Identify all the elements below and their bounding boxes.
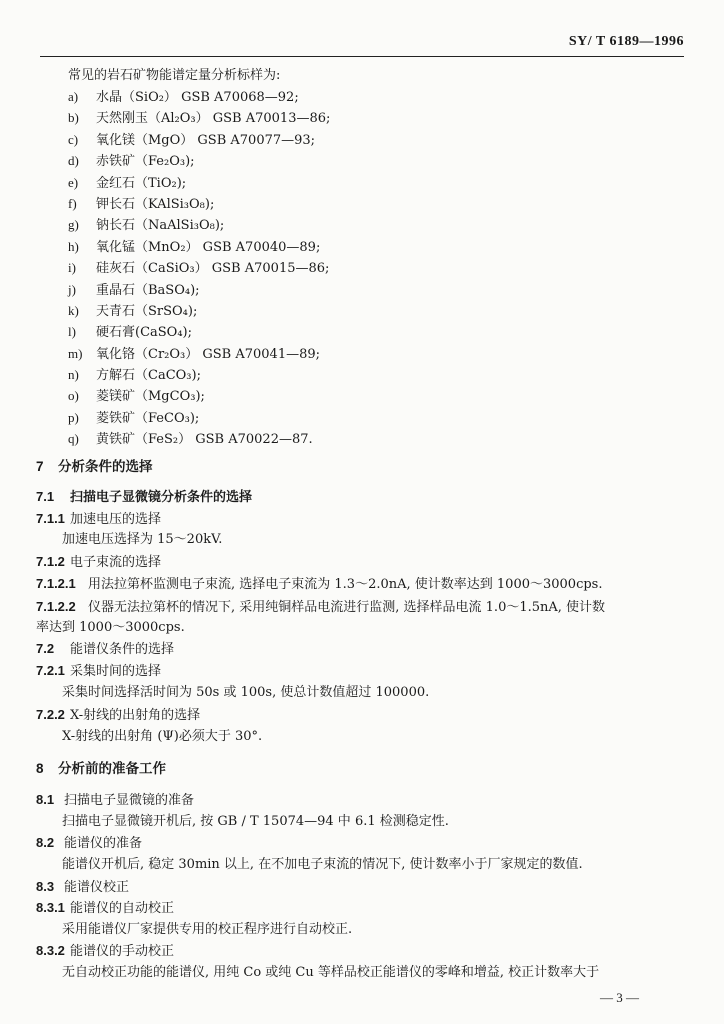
list-item-text: 重晶石（BaSO₄); bbox=[96, 282, 200, 298]
section-8-3-1-body: 采用能谱仪厂家提供专用的校正程序进行自动校正. bbox=[62, 922, 353, 937]
section-7-heading: 7 分析条件的选择 bbox=[36, 459, 153, 475]
section-7-1-2-1: 7.1.2.1 用法拉第杯监测电子束流, 选择电子束流为 1.3～2.0nA, 使计数率达到 1000～3000cps. bbox=[36, 576, 603, 592]
list-item bbox=[68, 86, 330, 107]
list-item-label: l) bbox=[68, 324, 76, 340]
list-item bbox=[68, 300, 330, 321]
section-8-3-heading: 8.3 能谱仪校正 bbox=[36, 879, 130, 895]
list-item-text: 菱铁矿（FeCO₃); bbox=[96, 410, 200, 426]
list-item bbox=[68, 172, 330, 193]
list-item-label: i) bbox=[68, 260, 76, 276]
section-7-1-heading: 7.1 扫描电子显微镜分析条件的选择 bbox=[36, 489, 253, 505]
section-7-1-2-heading: 7.1.2 电子束流的选择 bbox=[36, 554, 162, 570]
page-number: — 3 — bbox=[600, 990, 639, 1005]
list-item-text: 硬石膏(CaSO₄); bbox=[96, 325, 192, 341]
header-rule bbox=[40, 56, 684, 57]
section-7-2-1-body: 采集时间选择活时间为 50s 或 100s, 使总计数值超过 100000. bbox=[62, 685, 430, 700]
list-item-text: 钾长石（KAlSi₃O₈); bbox=[96, 196, 215, 212]
section-8-heading: 8 分析前的准备工作 bbox=[36, 761, 166, 777]
list-item bbox=[68, 343, 330, 364]
section-7-1-2-2: 7.1.2.2 仪器无法拉第杯的情况下, 采用纯铜样品电流进行监测, 选择样品电流 1.0～1.5nA, 使计数 bbox=[36, 599, 606, 615]
section-7-2-2-body: X-射线的出射角 (Ψ)必须大于 30°. bbox=[62, 729, 263, 744]
section-8-3-2-body: 无自动校正功能的能谱仪, 用纯 Co 或纯 Cu 等样品校正能谱仪的零峰和增益, 校正计数率大于 bbox=[62, 965, 600, 980]
list-item bbox=[68, 193, 330, 214]
list-item bbox=[68, 428, 330, 449]
section-7-1-1-heading: 7.1.1 加速电压的选择 bbox=[36, 511, 162, 527]
section-8-3-1-heading: 8.3.1 能谱仪的自动校正 bbox=[36, 900, 175, 916]
list-item-label: e) bbox=[68, 174, 79, 190]
list-item-text: 氧化铬（Cr₂O₃） GSB A70041—89; bbox=[96, 346, 321, 362]
list-item bbox=[68, 150, 330, 171]
list-item-label: m) bbox=[68, 345, 83, 361]
list-item-label: a) bbox=[68, 89, 79, 104]
list-item-label: j) bbox=[68, 281, 76, 297]
section-8-1-body: 扫描电子显微镜开机后, 按 GB / T 15074—94 中 6.1 检测稳定性. bbox=[62, 814, 449, 829]
list-item-label: f) bbox=[68, 195, 77, 211]
list-item bbox=[68, 364, 330, 385]
list-item bbox=[68, 214, 330, 235]
list-item bbox=[68, 129, 330, 150]
list-item-text: 黄铁矿（FeS₂） GSB A70022—87. bbox=[96, 432, 313, 448]
list-item bbox=[68, 321, 330, 342]
list-item-text: 方解石（CaCO₃); bbox=[96, 368, 201, 384]
list-item-text: 氧化镁（MgO） GSB A70077—93; bbox=[96, 132, 316, 148]
list-item-label: h) bbox=[68, 238, 79, 254]
list-item-label: q) bbox=[68, 431, 79, 447]
list-item-text: 氧化锰（MnO₂） GSB A70040—89; bbox=[96, 239, 321, 255]
list-item bbox=[68, 279, 330, 300]
list-item-text: 天然刚玉（Al₂O₃） GSB A70013—86; bbox=[96, 111, 331, 127]
section-8-3-2-heading: 8.3.2 能谱仪的手动校正 bbox=[36, 943, 175, 959]
list-item-label: p) bbox=[68, 409, 79, 425]
section-7-2-2-heading: 7.2.2 X-射线的出射角的选择 bbox=[36, 707, 201, 723]
list-item bbox=[68, 257, 330, 278]
list-item-text: 金红石（TiO₂); bbox=[96, 175, 187, 191]
section-8-2-body: 能谱仪开机后, 稳定 30min 以上, 在不加电子束流的情况下, 使计数率小于厂家规定的数值. bbox=[62, 857, 583, 872]
list-item-text: 硅灰石（CaSiO₃） GSB A70015—86; bbox=[96, 261, 330, 277]
section-8-2-heading: 8.2 能谱仪的准备 bbox=[36, 835, 143, 851]
list-item-text: 水晶（SiO₂） GSB A70068—92; bbox=[96, 90, 299, 105]
list-item-label: n) bbox=[68, 367, 79, 383]
list-item bbox=[68, 236, 330, 257]
list-item-text: 菱镁矿（MgCO₃); bbox=[96, 389, 205, 405]
samples-intro: 常见的岩石矿物能谱定量分析标样为: bbox=[68, 68, 281, 83]
list-item-label: g) bbox=[68, 217, 79, 233]
list-item-label: k) bbox=[68, 302, 79, 318]
section-7-1-1-body: 加速电压选择为 15～20kV. bbox=[62, 532, 223, 547]
list-item-label: c) bbox=[68, 131, 79, 147]
section-7-1-2-2-cont: 率达到 1000～3000cps. bbox=[36, 620, 185, 635]
list-item-label: d) bbox=[68, 153, 79, 169]
list-item bbox=[68, 385, 330, 406]
list-item-label: o) bbox=[68, 388, 79, 404]
section-7-2-heading: 7.2 能谱仪条件的选择 bbox=[36, 641, 175, 657]
list-item-text: 天青石（SrSO₄); bbox=[96, 303, 198, 319]
list-item bbox=[68, 107, 330, 128]
section-8-1-heading: 8.1 扫描电子显微镜的准备 bbox=[36, 792, 195, 808]
list-item-text: 赤铁矿（Fe₂O₃); bbox=[96, 154, 195, 170]
list-item-label: b) bbox=[68, 110, 79, 126]
list-item-text: 钠长石（NaAlSi₃O₈); bbox=[96, 218, 225, 234]
page-header: SY/ T 6189—1996 bbox=[568, 34, 684, 49]
section-7-2-1-heading: 7.2.1 采集时间的选择 bbox=[36, 663, 162, 679]
list-item bbox=[68, 407, 330, 428]
sample-list bbox=[68, 86, 330, 450]
